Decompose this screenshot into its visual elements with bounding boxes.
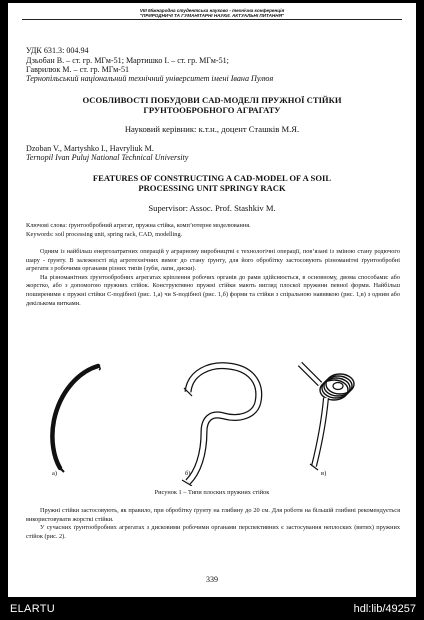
authors-ua-line2: Гаврилюк М. – ст. гр. МГм-51 [26, 65, 130, 74]
conference-header-line1: VIII Міжнародна студентська науково - технічна конференція [139, 8, 285, 13]
footer-handle: hdl:lib/49257 [353, 603, 416, 615]
paragraph-1: Одним із найбільш енергозатратних операцій у аграрному виробництві є технологічні операції, пов’язані із зміною стану родючого шару - ґрунту. В залежності від агротехнічних вимог до стану ґрунту, для його обробітку застосовують різноманітні ґрунтообробні агрегати з робочими органами різних типів (зуби, лапи, диски). [26, 248, 400, 273]
title-ua-line2: ГРУНТООБРОБНОГО АГРАГАТУ [143, 105, 281, 115]
spiral-rack-drawing [300, 364, 354, 470]
page-number: 339 [206, 575, 218, 584]
figure-label-a: а) [52, 470, 58, 477]
figure-label-b: б) [185, 470, 191, 477]
udc-code: УДК 631.3: 004.94 [26, 46, 89, 55]
supervisor-ua: Науковий керівник: к.т.н., доцент Сташків М.Я. [124, 124, 300, 134]
title-en-line2: PROCESSING UNIT SPRINGY RACK [138, 183, 286, 193]
figure-label-c: в) [321, 470, 327, 477]
affiliation-ua: Тернопільський національний технічний університет імені Івана Пулюя [26, 74, 274, 83]
affiliation-en: Ternopil Ivan Puluj National Technical University [26, 153, 189, 162]
figure-drawing [38, 358, 388, 486]
body-text-lower [26, 507, 400, 541]
title-ua-line1: ОСОБЛИВОСТІ ПОБУДОВИ CAD-МОДЕЛІ ПРУЖНОЇ СТІЙКИ [82, 95, 342, 105]
figure-spring-racks [38, 358, 388, 486]
title-en-line1: FEATURES OF CONSTRUCTING A CAD-MODEL OF A SOIL [92, 173, 332, 183]
paragraph-3: Пружні стійки застосовують, як правило, при обробітку ґрунту на глибину до 20 см. Для роботи на більшій глибині рекомендується використовувати жорсткі стійки. [26, 507, 400, 523]
figure-caption: Рисунок 1 – Типи плоских пружних стійок [154, 489, 270, 496]
keywords-en: Keywords: soil processing unit, spring rack, CAD, modelling. [26, 230, 183, 238]
paragraph-2: На різноманітних ґрунтообробних агрегатах кріплення робочих органів до рами здійснюється, в основному, двома способами: або жорстко, або з допомогою пружних стійок. Конструктивно пружні стійки мають вигляд плоскої пружини певної форми. Найбільш поширеними є пружні стійки С-подібної (рис. 1,а) чи S-подібної (рис. 1,б) форми та стійки з спіральною навивкою (рис. 1,в) з одним або декількома витками. [26, 273, 400, 307]
keywords-ua: Ключові слова: ґрунтообробний агрегат, пружна стійка, комп’ютерне моделювання. [26, 222, 251, 229]
document-page [8, 3, 416, 597]
c-shaped-rack-drawing [52, 366, 100, 472]
supervisor-en: Supervisor: Assoc. Prof. Stashkiv M. [148, 203, 276, 213]
paragraph-4: У сучасних ґрунтообробних агрегатах з дисковими робочими органами перспективних є застосування неплоских (витих) пружних стійок (рис. 2). [26, 524, 400, 540]
conference-header-line2: "ПРИРОДНИЧІ ТА ГУМАНІТАРНІ НАУКИ. АКТУАЛЬНІ ПИТАННЯ" [139, 13, 285, 18]
footer-repository-name: ELARTU [10, 603, 55, 615]
header-rule [22, 19, 402, 20]
keywords-block [26, 222, 400, 239]
authors-en: Dzoban V., Martyshko I., Havryliuk M. [26, 144, 154, 153]
body-text-upper [26, 248, 400, 308]
s-shaped-rack-drawing [182, 366, 259, 486]
authors-ua-line1: Дзьобан В. – ст. гр. МГм-51; Мартишко І. – ст. гр. МГм-51; [26, 56, 229, 65]
